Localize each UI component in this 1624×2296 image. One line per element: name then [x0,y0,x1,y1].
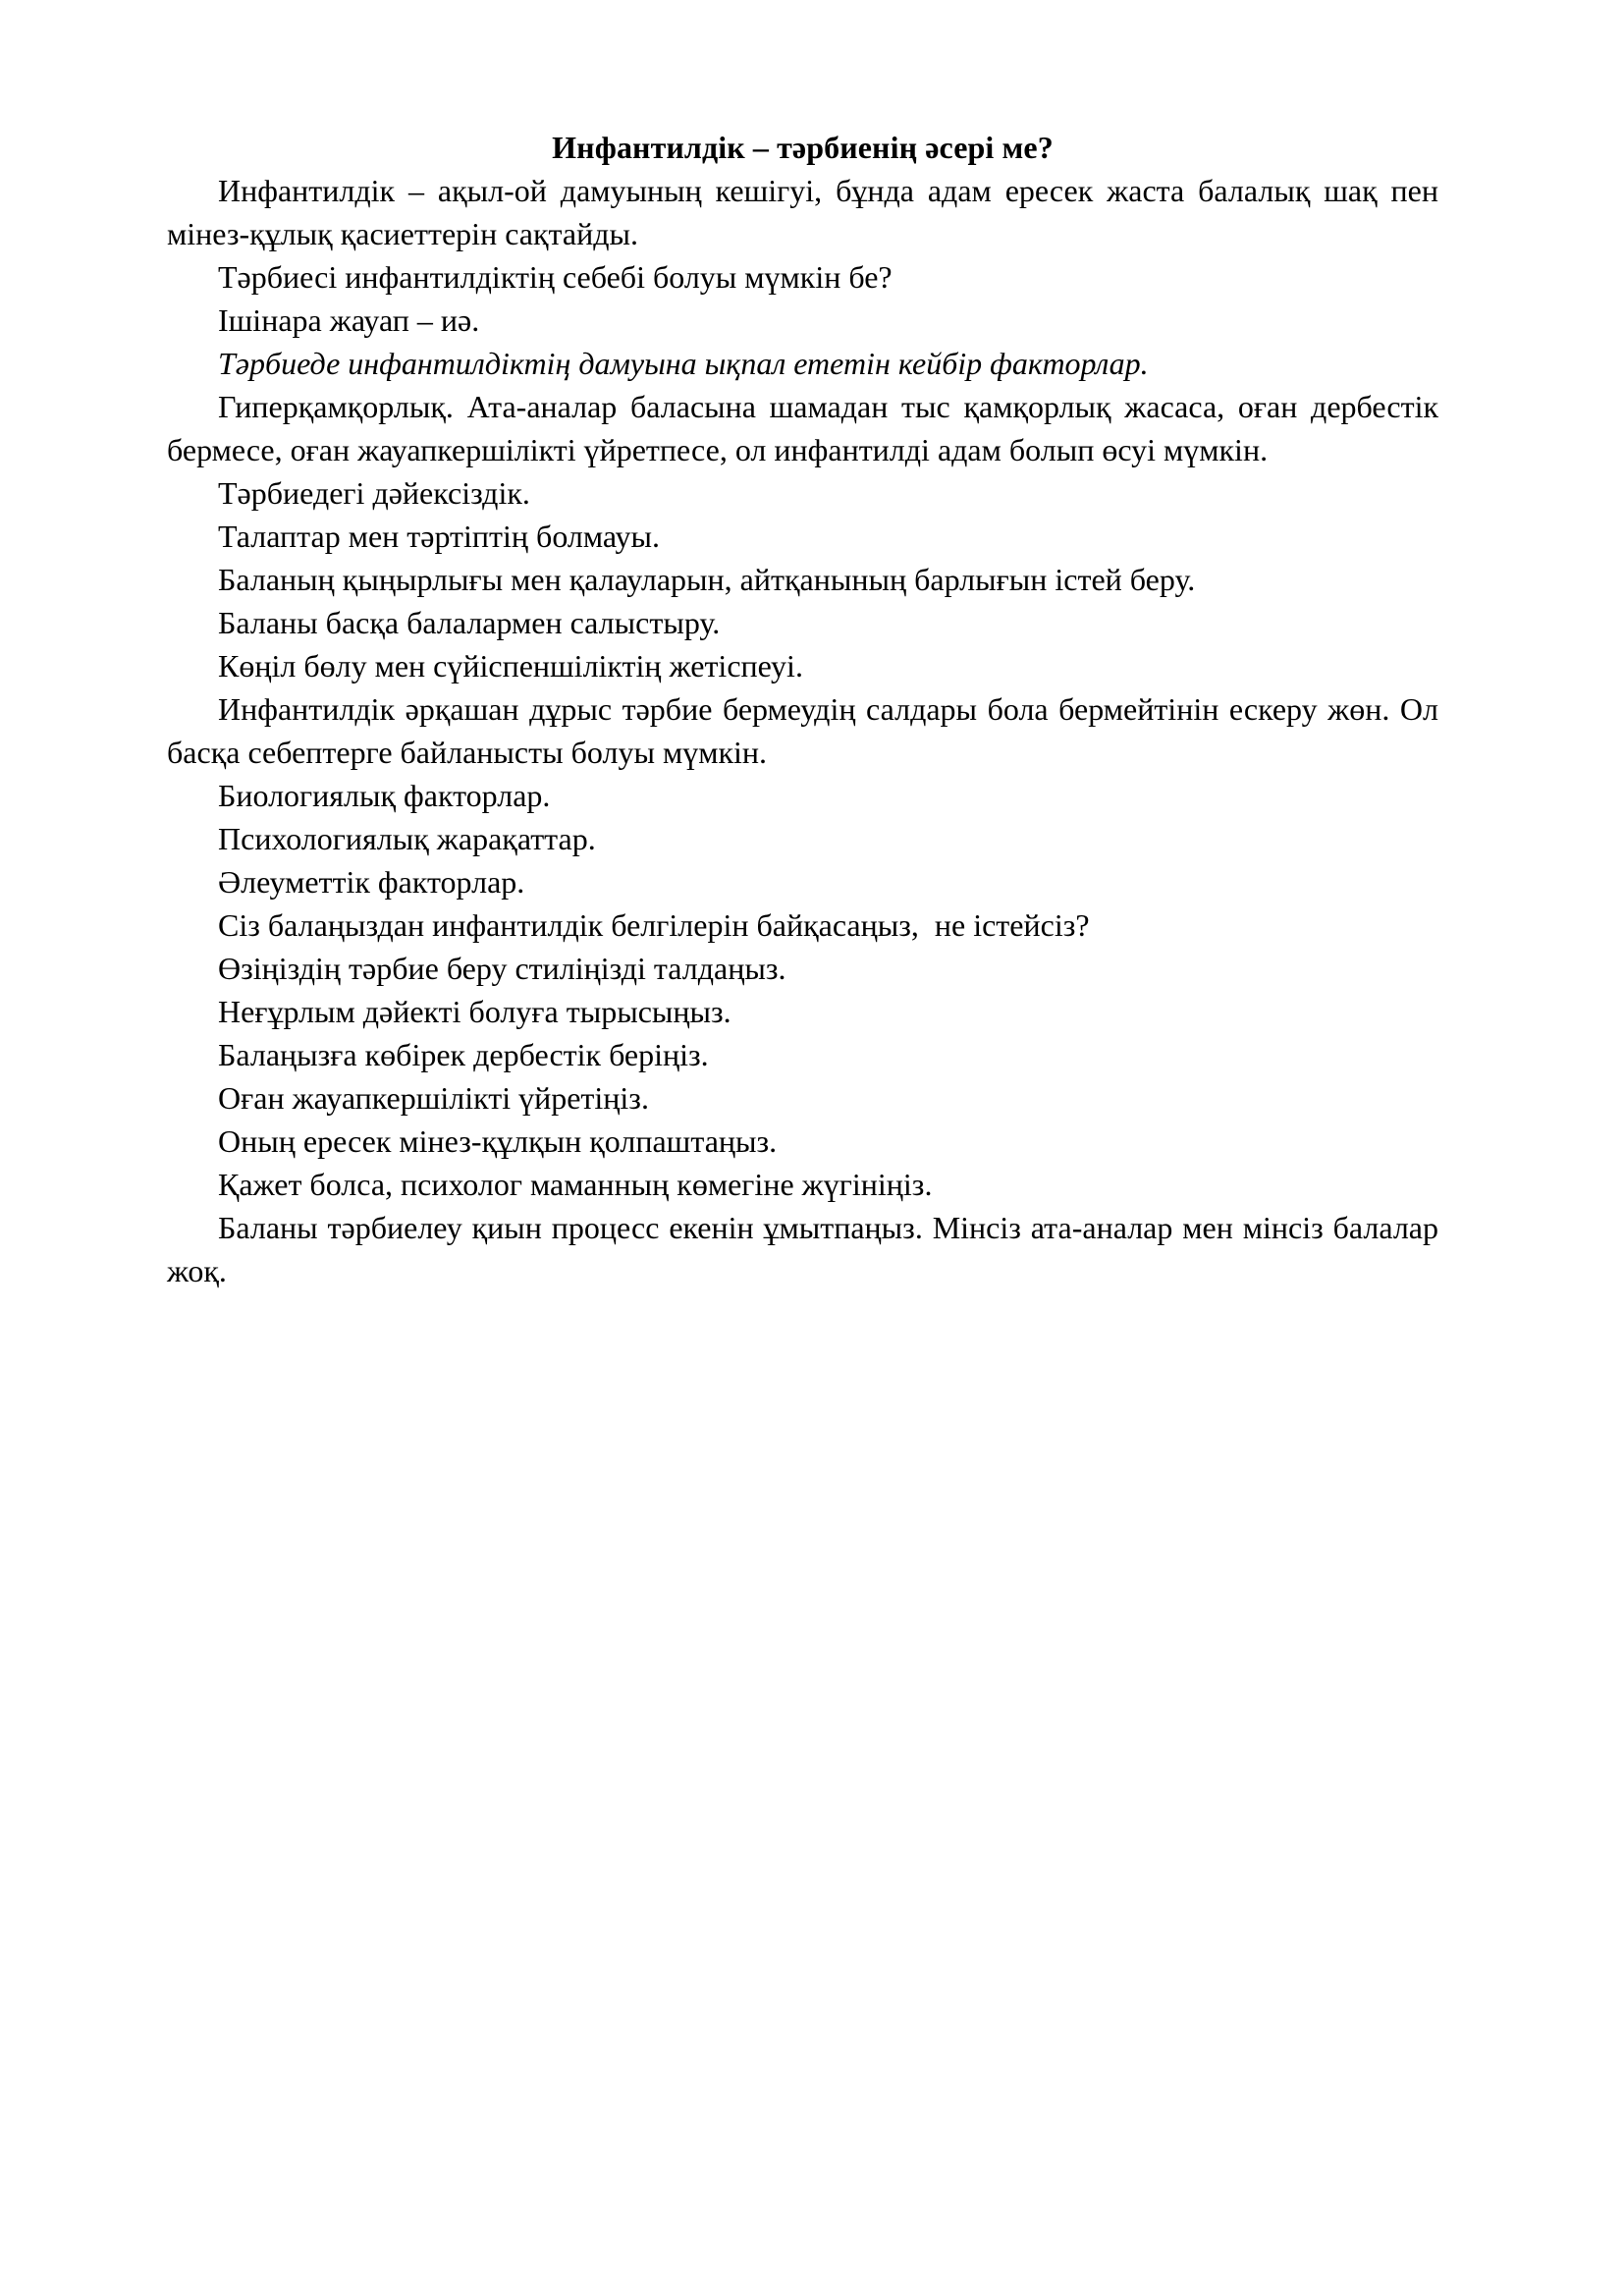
paragraph: Инфантилдік әрқашан дұрыс тәрбие бермеудің салдары бола бермейтінін ескеру жөн. Ол басқа себептерге байланысты болуы мүмкін. [167,691,1446,770]
page-title: Инфантилдік – тәрбиенің әсері ме? [552,130,1054,165]
paragraph: Гиперқамқорлық. Ата-аналар баласына шамадан тыс қамқорлық жасаса, оған дербестік бермесе, оған жауапкершілікті үйретпесе, ол инфантилді адам болып өсуі мүмкін. [167,389,1446,467]
paragraph: Ішінара жауап – иә. [218,302,480,338]
paragraph: Тәрбиеде инфантилдіктің дамуына ықпал ететін кейбір факторлар. [218,346,1149,381]
paragraph: Баланы басқа балалармен салыстыру. [218,605,721,640]
paragraph: Баланың қыңырлығы мен қалауларын, айтқанының барлығын істей беру. [218,562,1196,597]
paragraph: Биологиялық факторлар. [218,778,551,813]
paragraph: Сіз балаңыздан инфантилдік белгілерін байқасаңыз, не істейсіз? [218,907,1090,943]
paragraph: Оған жауапкершілікті үйретіңіз. [218,1080,649,1116]
paragraph-list [167,169,1446,1292]
paragraph: Психологиялық жарақаттар. [218,821,596,856]
paragraph: Оның ересек мінез-құлқын қолпаштаңыз. [218,1123,778,1159]
paragraph: Тәрбиедегі дәйексіздік. [218,475,530,511]
paragraph: Тәрбиесі инфантилдіктің себебі болуы мүмкін бе? [218,259,893,295]
paragraph: Неғұрлым дәйекті болуға тырысыңыз. [218,994,731,1029]
paragraph: Қажет болса, психолог маманның көмегіне жүгініңіз. [218,1167,933,1202]
paragraph: Өзіңіздің тәрбие беру стиліңізді талдаңыз. [218,951,786,986]
paragraph: Баланы тәрбиелеу қиын процесс екенін ұмытпаңыз. Мінсіз ата-аналар мен мінсіз балалар жоқ. [167,1210,1446,1288]
document-text-body [167,126,1446,1292]
paragraph: Талаптар мен тәртіптің болмауы. [218,519,660,554]
paragraph: Әлеуметтік факторлар. [218,864,525,900]
paragraph: Көңіл бөлу мен сүйіспеншіліктің жетіспеуі. [218,648,803,683]
paragraph: Балаңызға көбірек дербестік беріңіз. [218,1037,709,1072]
paragraph: Инфантилдік – ақыл-ой дамуының кешігуі, бұнда адам ересек жаста балалық шақ пен мінез-құлық қасиеттерін сақтайды. [167,173,1446,251]
